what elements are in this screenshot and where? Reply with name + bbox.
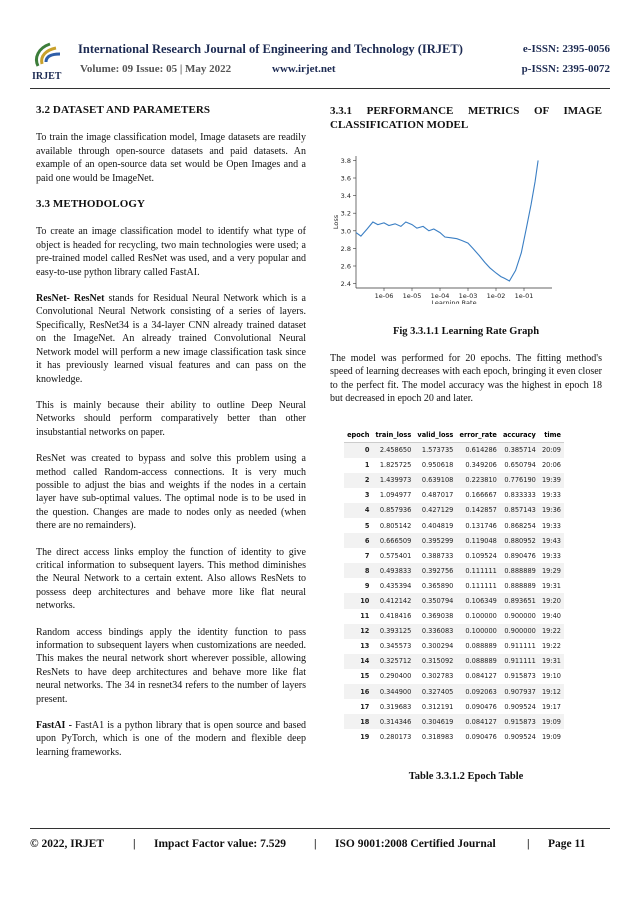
table-cell: 11	[344, 609, 372, 624]
table-cell: 19:12	[539, 684, 564, 699]
table-cell: 0.900000	[500, 609, 539, 624]
table-cell: 0.314346	[372, 714, 414, 729]
paragraph-resnet	[36, 292, 306, 386]
footer-separator: |	[527, 838, 530, 850]
table-row	[344, 729, 564, 744]
table-row	[344, 624, 564, 639]
table-cell: 0.833333	[500, 488, 539, 503]
table-row	[344, 684, 564, 699]
chart-y-tick-label: 2.4	[340, 280, 351, 289]
table-cell: 19:33	[539, 548, 564, 563]
footer-page-number: Page 11	[548, 838, 586, 850]
section-title-methodology: 3.3 METHODOLOGY	[36, 198, 146, 211]
chart-y-tick-label: 3.8	[340, 156, 351, 165]
table-cell: 19:20	[539, 593, 564, 608]
paragraph-identity-function: Random access bindings apply the identity function to pass information to subsequent layers when customizations are needed. This makes the neural network short wherever possible, allowing ResNets to have deep architectures and behave more like flat neural networks. The 34 in resnet34 refers to the number of layers present.	[36, 626, 306, 705]
chart-x-tick-label: 1e-03	[458, 292, 478, 300]
chart-y-tick-label: 2.6	[340, 262, 351, 271]
table-cell: 2	[344, 473, 372, 488]
table-cell: 19:31	[539, 654, 564, 669]
fastai-lead: FastAI -	[36, 720, 72, 732]
chart-x-axis-label: Learning Rate	[431, 299, 477, 304]
table-cell: 1.094977	[372, 488, 414, 503]
epochs-paragraph-block	[330, 352, 602, 419]
table-cell: 0.888889	[500, 563, 539, 578]
table-cell: 0.349206	[456, 458, 500, 473]
table-cell: 0.142857	[456, 503, 500, 518]
table-cell: 19:31	[539, 578, 564, 593]
table-cell: 4	[344, 503, 372, 518]
right-column	[330, 104, 602, 132]
table-cell: 9	[344, 578, 372, 593]
table-row	[344, 458, 564, 473]
volume-issue: Volume: 09 Issue: 05 | May 2022	[80, 63, 232, 75]
table-cell: 0.315092	[414, 654, 456, 669]
epoch-table-column-header: train_loss	[372, 430, 414, 443]
chart-y-axis-label: Loss	[332, 214, 340, 230]
footer-rule	[30, 828, 610, 829]
table-cell: 0.312191	[414, 699, 456, 714]
table-cell: 0.106349	[456, 593, 500, 608]
table-cell: 0.493833	[372, 563, 414, 578]
table-row	[344, 609, 564, 624]
table-cell: 0.487017	[414, 488, 456, 503]
table-cell: 0.915873	[500, 669, 539, 684]
table-cell: 0.344900	[372, 684, 414, 699]
section-title-line1: 3.3.1 PERFORMANCE METRICS OF IMAGE	[330, 105, 602, 117]
table-cell: 19:39	[539, 473, 564, 488]
table-cell: 0.302783	[414, 669, 456, 684]
table-cell: 0.857936	[372, 503, 414, 518]
chart-x-tick-label: 1e-06	[374, 292, 394, 300]
table-row	[344, 714, 564, 729]
footer-iso: ISO 9001:2008 Certified Journal	[335, 838, 496, 850]
table-cell: 0.392756	[414, 563, 456, 578]
table-cell: 2.458650	[372, 443, 414, 458]
table-cell: 19:17	[539, 699, 564, 714]
logo-text: IRJET	[32, 71, 62, 82]
table-cell: 0.318983	[414, 729, 456, 744]
table-cell: 0.350794	[414, 593, 456, 608]
table-cell: 10	[344, 593, 372, 608]
table-row	[344, 533, 564, 548]
table-row	[344, 548, 564, 563]
table-cell: 0.805142	[372, 518, 414, 533]
section-title-performance	[330, 104, 602, 132]
website-link[interactable]: www.irjet.net	[272, 63, 336, 75]
table-row	[344, 503, 564, 518]
epoch-table-column-header: time	[539, 430, 564, 443]
table-cell: 0.092063	[456, 684, 500, 699]
table-cell: 0.880952	[500, 533, 539, 548]
table-cell: 0.290400	[372, 669, 414, 684]
figure-caption: Fig 3.3.1.1 Learning Rate Graph	[392, 326, 540, 337]
paragraph-deep-networks: This is mainly because their ability to outline Deep Neural Networks should perform comparatively better than other insubstantial networks on paper.	[36, 399, 306, 438]
footer-impact-factor: Impact Factor value: 7.529	[154, 838, 287, 850]
table-cell: 5	[344, 518, 372, 533]
table-cell: 19:09	[539, 714, 564, 729]
table-cell: 6	[344, 533, 372, 548]
table-row	[344, 488, 564, 503]
resnet-text: stands for Residual Neural Network which is a Convolutional Neural Network consisting of a series of layers. Specifically, ResNet34 is a 34-layer CNN already trained dataset on the ImageNet. An already trained Convolutional Neural Network model will perform a new image classification task since it has previously learned visual features and can pass on the knowledge.	[36, 293, 306, 385]
header-rule	[30, 88, 610, 89]
table-cell: 0.418416	[372, 609, 414, 624]
left-column	[36, 104, 306, 772]
table-cell: 0.868254	[500, 518, 539, 533]
epoch-table-header	[344, 430, 564, 443]
table-cell: 0.109524	[456, 548, 500, 563]
table-row	[344, 639, 564, 654]
learning-rate-chart	[330, 152, 580, 304]
table-cell: 0.131746	[456, 518, 500, 533]
table-row	[344, 654, 564, 669]
table-cell: 0.666509	[372, 533, 414, 548]
chart-y-tick-label: 3.4	[340, 192, 351, 201]
table-cell: 0.088889	[456, 639, 500, 654]
table-row	[344, 563, 564, 578]
table-cell: 0.166667	[456, 488, 500, 503]
table-cell: 0.639108	[414, 473, 456, 488]
resnet-lead: ResNet- ResNet	[36, 293, 105, 305]
table-cell: 0.911111	[500, 639, 539, 654]
table-row	[344, 443, 564, 458]
table-cell: 19:10	[539, 669, 564, 684]
table-cell: 0.111111	[456, 578, 500, 593]
table-cell: 0.385714	[500, 443, 539, 458]
table-cell: 0.119048	[456, 533, 500, 548]
epoch-table-body	[344, 443, 564, 745]
chart-y-tick-label: 2.8	[340, 244, 351, 253]
chart-y-tick-label: 3.2	[340, 209, 351, 218]
table-cell: 19:22	[539, 639, 564, 654]
table-cell: 19	[344, 729, 372, 744]
paragraph-fastai	[36, 719, 306, 759]
table-cell: 0.084127	[456, 669, 500, 684]
table-row	[344, 518, 564, 533]
table-cell: 0.223810	[456, 473, 500, 488]
table-cell: 19:33	[539, 488, 564, 503]
table-cell: 20:09	[539, 443, 564, 458]
table-row	[344, 578, 564, 593]
learning-rate-chart-svg	[330, 152, 580, 304]
table-cell: 19:33	[539, 518, 564, 533]
table-cell: 0.100000	[456, 609, 500, 624]
table-caption: Table 3.3.1.2 Epoch Table	[408, 771, 524, 782]
table-cell: 0.304619	[414, 714, 456, 729]
epoch-table-column-header: epoch	[344, 430, 372, 443]
table-cell: 7	[344, 548, 372, 563]
table-cell: 17	[344, 699, 372, 714]
table-cell: 0.435394	[372, 578, 414, 593]
table-cell: 0.300294	[414, 639, 456, 654]
table-cell: 19:40	[539, 609, 564, 624]
paragraph-random-access: ResNet was created to bypass and solve this problem using a method called Random-access connections. It is very much possible to adjust the bias and weights if the nodes in a certain layer have sub-optimal values. The optimal node is to be used in the question. Changes are made to nodes only as needed (when there are no remainders).	[36, 453, 306, 532]
epoch-table-column-header: error_rate	[456, 430, 500, 443]
chart-y-tick-label: 3.0	[340, 227, 351, 236]
table-cell: 0.345573	[372, 639, 414, 654]
table-cell: 19:22	[539, 624, 564, 639]
footer-copyright: © 2022, IRJET	[30, 838, 105, 850]
table-cell: 0.900000	[500, 624, 539, 639]
paragraph-direct-access: The direct access links employ the function of identity to give critical information to subsequent layers. This method diminishes the Neural Network to a certain extent. Also allows ResNets to possess deep architectures and behave more like flat neural networks.	[36, 546, 306, 612]
table-cell: 0.776190	[500, 473, 539, 488]
table-cell: 0	[344, 443, 372, 458]
chart-series-line-loss	[356, 160, 538, 281]
table-cell: 0.388733	[414, 548, 456, 563]
table-row	[344, 473, 564, 488]
table-cell: 0.280173	[372, 729, 414, 744]
table-cell: 1	[344, 458, 372, 473]
table-cell: 0.909524	[500, 699, 539, 714]
table-cell: 0.857143	[500, 503, 539, 518]
table-cell: 0.650794	[500, 458, 539, 473]
table-cell: 16	[344, 684, 372, 699]
table-cell: 0.319683	[372, 699, 414, 714]
table-cell: 0.100000	[456, 624, 500, 639]
table-cell: 0.084127	[456, 714, 500, 729]
table-cell: 0.950618	[414, 458, 456, 473]
table-cell: 0.575401	[372, 548, 414, 563]
table-cell: 0.395299	[414, 533, 456, 548]
table-cell: 0.336083	[414, 624, 456, 639]
chart-x-tick-label: 1e-01	[514, 292, 534, 300]
table-cell: 0.111111	[456, 563, 500, 578]
footer-separator: |	[314, 838, 317, 850]
epoch-table-column-header: accuracy	[500, 430, 539, 443]
table-cell: 0.911111	[500, 654, 539, 669]
table-cell: 19:29	[539, 563, 564, 578]
table-cell: 19:43	[539, 533, 564, 548]
table-cell: 0.090476	[456, 729, 500, 744]
table-cell: 0.907937	[500, 684, 539, 699]
p-issn: p-ISSN: 2395-0072	[521, 63, 610, 75]
page-header	[30, 40, 610, 86]
table-cell: 0.888889	[500, 578, 539, 593]
table-caption-block	[330, 770, 602, 783]
section-title-line2: CLASSIFICATION MODEL	[330, 119, 469, 131]
table-cell: 0.090476	[456, 699, 500, 714]
table-cell: 1.573735	[414, 443, 456, 458]
paragraph-dataset: To train the image classification model, Image datasets are readily available through open-source datasets and paid datasets. An example of an open-source data set would be Open Images and a paid one would be ImageNet.	[36, 132, 306, 184]
table-cell: 0.327405	[414, 684, 456, 699]
chart-y-tick-label: 3.6	[340, 174, 351, 183]
table-row	[344, 593, 564, 608]
section-title-dataset: 3.2 DATASET AND PARAMETERS	[36, 104, 211, 116]
table-cell: 0.393125	[372, 624, 414, 639]
paragraph-methodology: To create an image classification model to identify what type of object is headed for recycling, two main technologies were used; a pre-trained model called ResNet was used, and a very popular and easy-to-use python library called FastAI.	[36, 226, 306, 278]
table-row	[344, 669, 564, 684]
table-row	[344, 699, 564, 714]
fig-caption-block	[330, 325, 602, 338]
table-cell: 0.404819	[414, 518, 456, 533]
chart-x-tick-label: 1e-02	[486, 292, 506, 300]
journal-title: International Research Journal of Engineering and Technology (IRJET)	[78, 42, 463, 56]
footer-separator: |	[133, 838, 136, 850]
table-cell: 1.825725	[372, 458, 414, 473]
table-cell: 0.909524	[500, 729, 539, 744]
table-cell: 8	[344, 563, 372, 578]
table-cell: 0.369038	[414, 609, 456, 624]
paragraph-epochs: The model was performed for 20 epochs. The fitting method's speed of learning decreases with each epoch, bringing it even closer to the perfect fit. The model accuracy was the highest in epoch 18 but decreased in epoch 20 and later.	[330, 353, 602, 405]
table-cell: 0.088889	[456, 654, 500, 669]
epoch-table	[344, 430, 564, 744]
epoch-table-column-header: valid_loss	[414, 430, 456, 443]
table-cell: 0.325712	[372, 654, 414, 669]
table-cell: 18	[344, 714, 372, 729]
table-cell: 0.412142	[372, 593, 414, 608]
table-cell: 13	[344, 639, 372, 654]
table-cell: 0.915873	[500, 714, 539, 729]
table-cell: 1.439973	[372, 473, 414, 488]
irjet-logo	[30, 40, 70, 82]
table-cell: 0.365890	[414, 578, 456, 593]
table-cell: 19:09	[539, 729, 564, 744]
table-cell: 0.890476	[500, 548, 539, 563]
table-cell: 19:36	[539, 503, 564, 518]
table-cell: 0.893651	[500, 593, 539, 608]
table-cell: 0.614286	[456, 443, 500, 458]
table-cell: 12	[344, 624, 372, 639]
table-cell: 14	[344, 654, 372, 669]
table-cell: 3	[344, 488, 372, 503]
table-cell: 20:06	[539, 458, 564, 473]
table-cell: 0.427129	[414, 503, 456, 518]
e-issn: e-ISSN: 2395-0056	[522, 43, 610, 55]
table-cell: 15	[344, 669, 372, 684]
chart-x-tick-label: 1e-05	[402, 292, 422, 300]
chart-x-tick-label: 1e-04	[430, 292, 450, 300]
fastai-text: FastA1 is a python library that is open source and based upon PyTorch, which is one of the modern and flexible deep learning frameworks.	[36, 720, 307, 758]
